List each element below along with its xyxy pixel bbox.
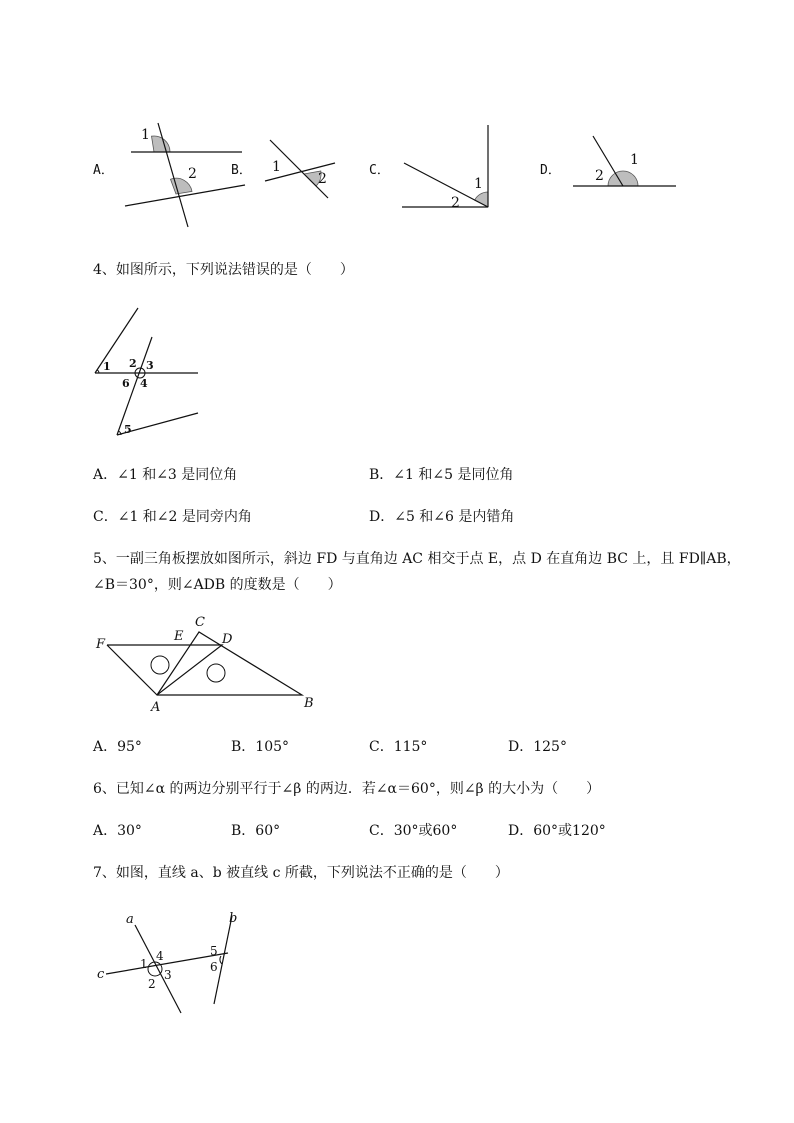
q5-option-a: A．95° xyxy=(93,739,142,755)
q4-fig-label-5: 5 xyxy=(124,423,132,436)
q6-stem: 6、已知∠α 的两边分别平行于∠β 的两边．若∠α＝60°，则∠β 的大小为（ ） xyxy=(93,781,601,797)
q5-option-c: C．115° xyxy=(369,739,428,755)
q4-option-a: A．∠1 和∠3 是同位角 xyxy=(93,467,238,483)
q4-fig-label-6: 6 xyxy=(122,377,130,390)
q4-option-b: B．∠1 和∠5 是同位角 xyxy=(369,467,514,483)
q7-label-4: 4 xyxy=(156,949,164,963)
q4-option-d: D．∠5 和∠6 是内错角 xyxy=(369,509,515,525)
q7-label-3: 3 xyxy=(164,968,172,982)
q5-label-c: C xyxy=(195,615,205,630)
q5-label-f: F xyxy=(96,637,106,652)
q6-option-a: A．30° xyxy=(93,823,142,839)
q3-b-label-2: 2 xyxy=(318,171,327,187)
q3-option-c-label: C． xyxy=(369,163,390,178)
q3-d-label-1: 1 xyxy=(630,152,639,168)
q7-label-b: b xyxy=(229,911,238,926)
q5-label-d: D xyxy=(222,632,233,647)
q7-label-2: 2 xyxy=(148,977,156,991)
q4-fig-label-2: 2 xyxy=(129,357,137,370)
q5-stem-line2: ∠B＝30°，则∠ADB 的度数是（ ） xyxy=(93,577,342,593)
q3-d-label-2: 2 xyxy=(595,168,604,184)
q7-label-c: c xyxy=(97,967,105,982)
q5-stem-line1: 5、一副三角板摆放如图所示，斜边 FD 与直角边 AC 相交于点 E，点 D 在直角边 BC 上，且 FD∥AB， xyxy=(93,551,741,567)
q4-option-c: C．∠1 和∠2 是同旁内角 xyxy=(93,509,252,525)
q3-option-a-label: A． xyxy=(93,163,114,178)
q3-figure-d xyxy=(570,130,680,190)
q7-figure xyxy=(92,908,247,1018)
q7-label-5: 5 xyxy=(210,944,218,958)
q7-label-6: 6 xyxy=(210,960,218,974)
q4-figure xyxy=(90,305,205,440)
q7-stem: 7、如图，直线 a、b 被直线 c 所截，下列说法不正确的是（ ） xyxy=(93,865,509,881)
q3-option-d-label: D． xyxy=(540,163,561,178)
q3-c-label-2: 2 xyxy=(451,195,460,211)
q6-option-d: D．60°或120° xyxy=(508,823,606,839)
q7-label-a: a xyxy=(126,912,134,927)
q3-a-label-2: 2 xyxy=(188,166,197,182)
q3-figure-c xyxy=(400,122,495,214)
q5-option-d: D．125° xyxy=(508,739,567,755)
q3-a-label-1: 1 xyxy=(141,127,150,143)
q4-fig-label-4: 4 xyxy=(140,377,148,390)
q7-label-1: 1 xyxy=(140,957,148,971)
q3-c-label-1: 1 xyxy=(474,176,483,192)
q4-stem: 4、如图所示，下列说法错误的是（ ） xyxy=(93,262,354,278)
q5-label-a: A xyxy=(151,700,161,715)
q3-figure-a xyxy=(115,115,245,230)
q5-figure xyxy=(92,612,322,717)
q5-label-b: B xyxy=(304,696,314,711)
q6-option-b: B．60° xyxy=(231,823,281,839)
q6-option-c: C．30°或60° xyxy=(369,823,458,839)
q4-fig-label-3: 3 xyxy=(146,359,154,372)
q3-figure-b xyxy=(262,135,342,205)
q5-option-b: B．105° xyxy=(231,739,290,755)
q4-fig-label-1: 1 xyxy=(103,360,111,373)
q3-b-label-1: 1 xyxy=(272,159,281,175)
q3-option-b-label: B． xyxy=(231,163,252,178)
q5-label-e: E xyxy=(174,629,184,644)
